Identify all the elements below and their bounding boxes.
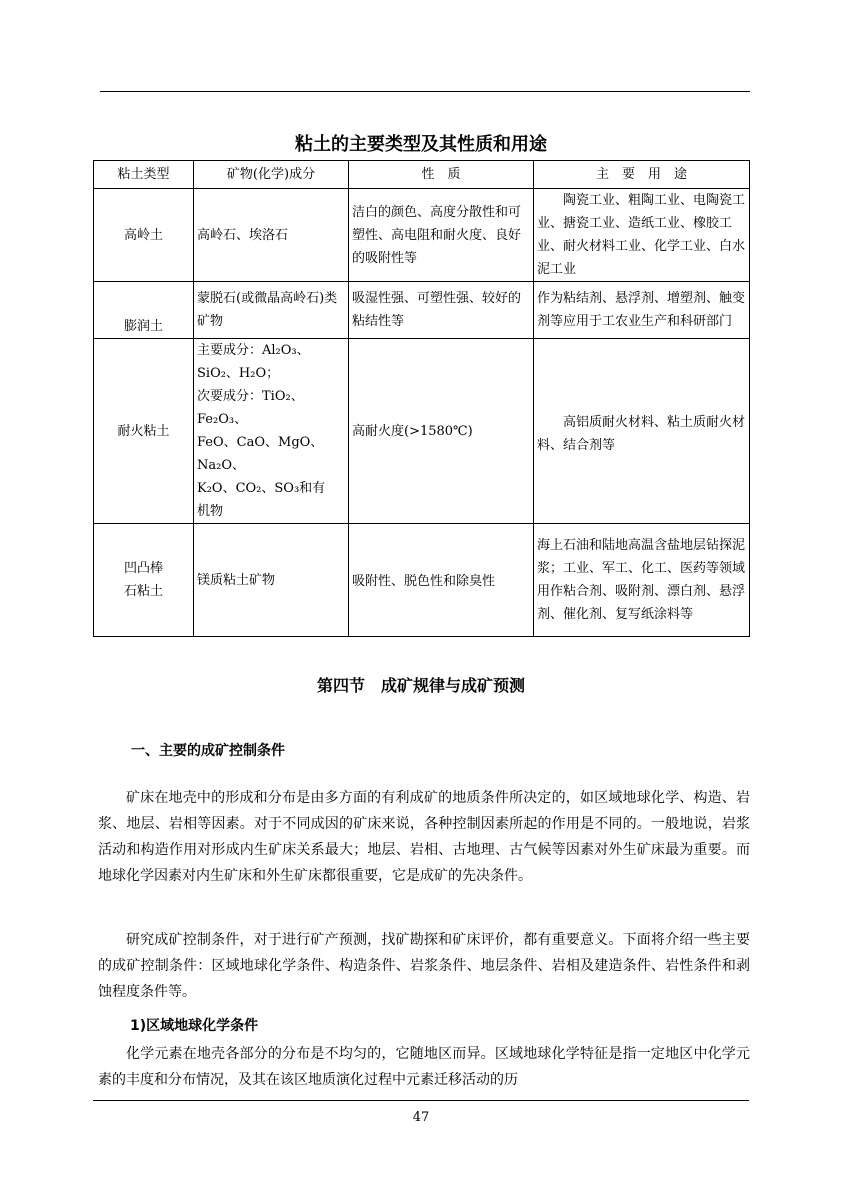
mineral-line: 主要成分：Al₂O₃、 xyxy=(197,343,310,358)
page-number: 47 xyxy=(412,1110,430,1125)
cell-property: 吸湿性强、可塑性强、较好的粘结性等 xyxy=(349,282,534,339)
cell-use: 海上石油和陆地高温含盐地层钻探泥浆；工业、军工、化工、医药等领域用作粘合剂、吸附剂、漂白剂、悬浮剂、催化剂、复写纸涂料等 xyxy=(534,524,750,637)
paragraph: 化学元素在地壳各部分的分布是不均匀的，它随地区而异。区域地球化学特征是指一定地区中化学元素的丰度和分布情况，及其在该区地质演化过程中元素迁移活动的历 xyxy=(98,1046,750,1088)
table-row xyxy=(94,339,750,524)
section-heading: 第四节 成矿规律与成矿预测 xyxy=(316,676,525,695)
table-row xyxy=(94,282,750,339)
mineral-line: SiO₂、H₂O； xyxy=(197,366,280,381)
mineral-line: 机物 xyxy=(197,504,224,519)
item-heading: 1)区域地球化学条件 xyxy=(130,1018,259,1034)
cell-clay-type xyxy=(94,524,194,637)
cell-clay-type: 高岭土 xyxy=(94,189,194,282)
mineral-line: K₂O、CO₂、SO₃和有 xyxy=(197,481,326,496)
header-mineral: 矿物(化学)成分 xyxy=(194,161,349,189)
mineral-line: FeO、CaO、MgO、Na₂O、 xyxy=(197,435,324,473)
header-rule xyxy=(100,91,750,92)
cell-mineral: 镁质粘土矿物 xyxy=(194,524,349,637)
cell-use: 作为粘结剂、悬浮剂、增塑剂、触变剂等应用于工农业生产和科研部门 xyxy=(534,282,750,339)
cell-mineral: 高岭石、埃洛石 xyxy=(194,189,349,282)
cell-property: 吸附性、脱色性和除臭性 xyxy=(349,524,534,637)
subsection-heading: 一、主要的成矿控制条件 xyxy=(131,743,285,759)
cell-clay-type: 膨润土 xyxy=(94,282,194,339)
clay-type-line: 凹凸棒 xyxy=(123,561,163,576)
cell-property: 高耐火度(>1580℃) xyxy=(349,339,534,524)
table-row xyxy=(94,189,750,282)
table-row xyxy=(94,524,750,637)
header-property: 性 质 xyxy=(349,161,534,189)
table-title: 粘土的主要类型及其性质和用途 xyxy=(295,134,547,155)
mineral-line: 次要成分：TiO₂、Fe₂O₃、 xyxy=(197,389,304,427)
header-clay-type: 粘土类型 xyxy=(94,161,194,189)
cell-property: 洁白的颜色、高度分散性和可塑性、高电阻和耐火度、良好的吸附性等 xyxy=(349,189,534,282)
cell-clay-type: 耐火粘土 xyxy=(94,339,194,524)
cell-use: 高铝质耐火材料、粘土质耐火材料、结合剂等 xyxy=(534,339,750,524)
clay-type-line: 石粘土 xyxy=(123,584,163,599)
footer-rule xyxy=(93,1100,749,1101)
cell-mineral xyxy=(194,339,349,524)
header-use: 主 要 用 途 xyxy=(534,161,750,189)
paragraph: 研究成矿控制条件，对于进行矿产预测，找矿勘探和矿床评价，都有重要意义。下面将介绍一些主要的成矿控制条件：区域地球化学条件、构造条件、岩浆条件、地层条件、岩相及建造条件、岩性条件和剥蚀程度条件等。 xyxy=(98,932,750,1000)
clay-types-table xyxy=(93,160,750,637)
paragraph: 矿床在地壳中的形成和分布是由多方面的有利成矿的地质条件所决定的，如区域地球化学、构造、岩浆、地层、岩相等因素。对于不同成因的矿床来说，各种控制因素所起的作用是不同的。一般地说，岩浆活动和构造作用对形成内生矿床关系最大；地层、岩相、古地理、古气候等因素对外生矿床最为重要。而地球化学因素对内生矿床和外生矿床都很重要，它是成矿的先决条件。 xyxy=(98,790,750,884)
cell-use: 陶瓷工业、粗陶工业、电陶瓷工业、搪瓷工业、造纸工业、橡胶工业、耐火材料工业、化学工业、白水泥工业 xyxy=(534,189,750,282)
table-header-row xyxy=(94,161,750,189)
cell-mineral: 蒙脱石(或微晶高岭石)类矿物 xyxy=(194,282,349,339)
